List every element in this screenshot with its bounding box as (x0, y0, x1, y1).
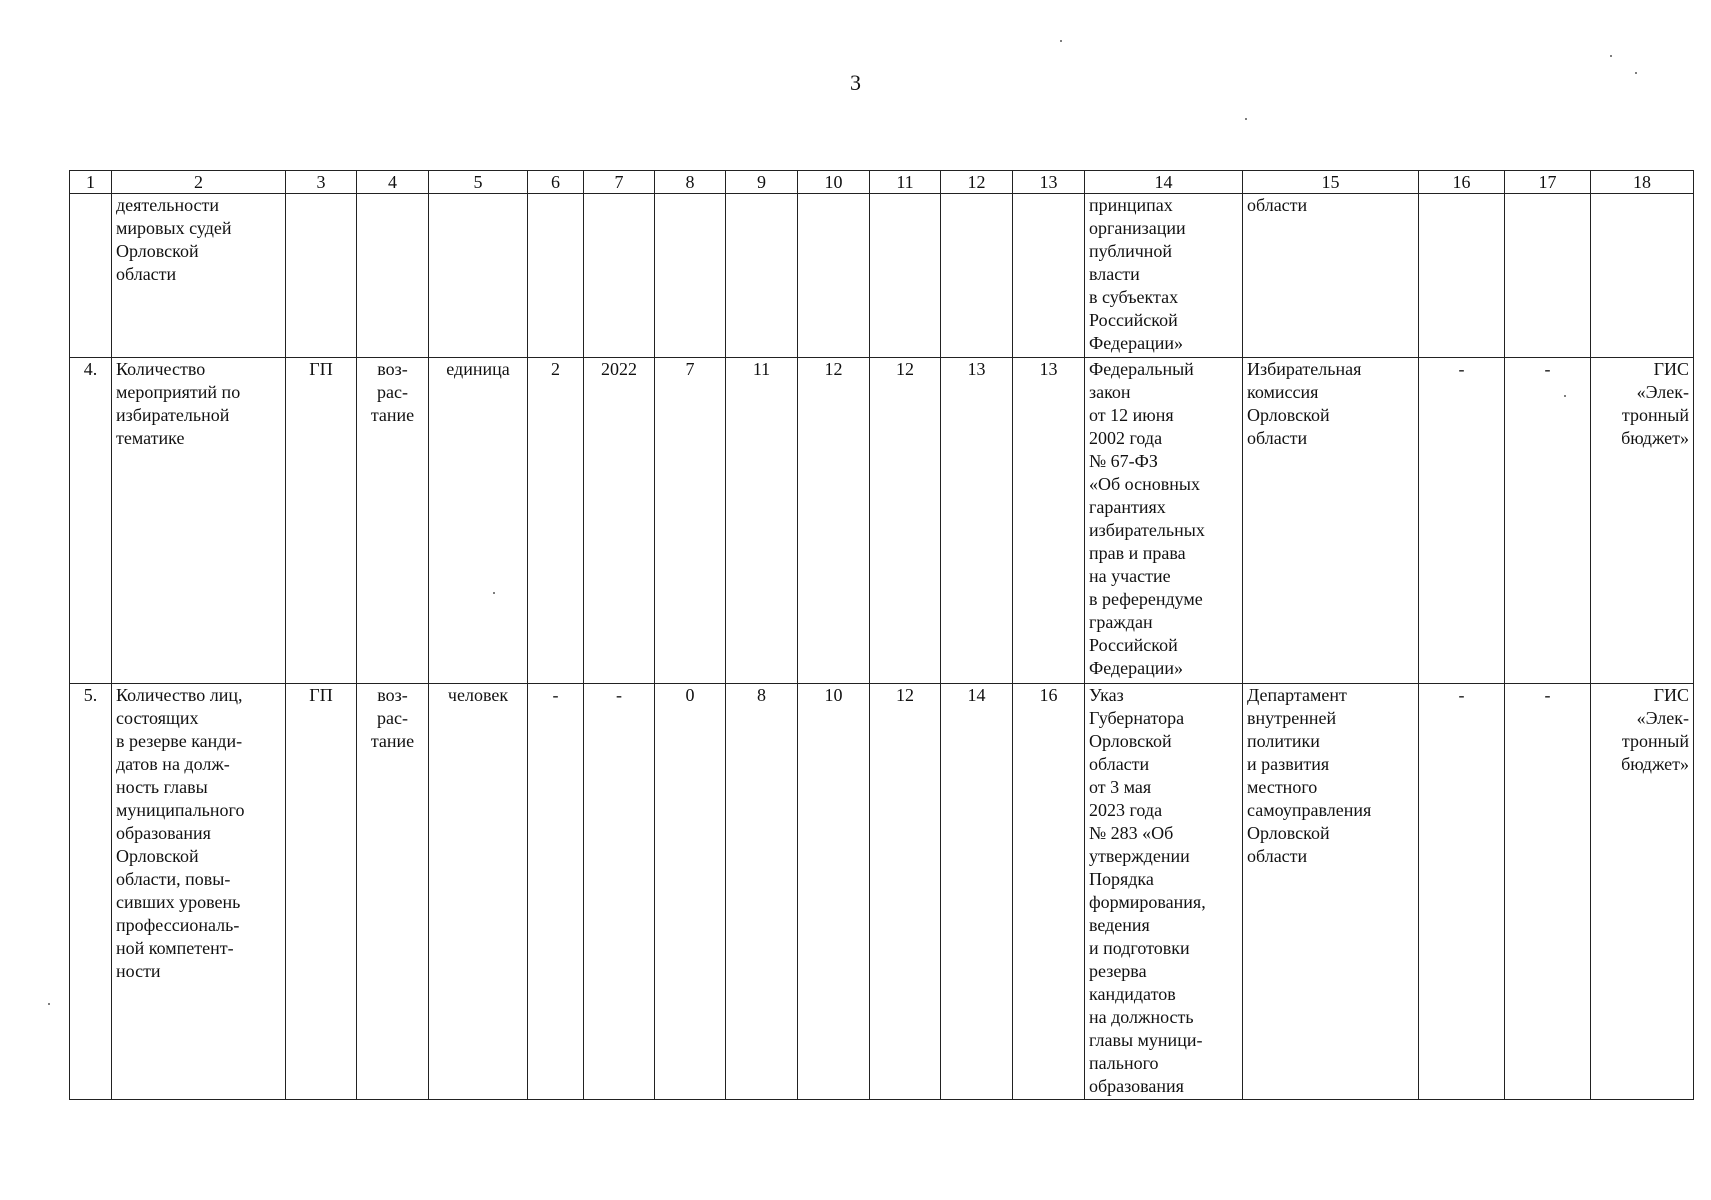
scan-speck (1564, 395, 1566, 397)
responsible-cell: области (1243, 194, 1419, 358)
table-row (70, 194, 1694, 358)
level-cell: ГП (286, 684, 357, 1100)
value-cell (1013, 194, 1085, 358)
scan-speck (1245, 118, 1247, 120)
header-row (70, 171, 1694, 194)
page-number: 3 (850, 70, 861, 95)
base-year-cell: 2022 (584, 358, 655, 684)
trend-cell (357, 194, 429, 358)
header-cell: 10 (798, 171, 870, 194)
trend-cell: воз- рас- тание (357, 684, 429, 1100)
link-cell (1505, 194, 1591, 358)
scan-speck (493, 592, 495, 594)
link-cell: - (1505, 684, 1591, 1100)
value-cell: 7 (655, 358, 726, 684)
value-cell: 13 (1013, 358, 1085, 684)
value-cell: 11 (726, 358, 798, 684)
indicator-name: деятельности мировых судей Орловской области (112, 194, 286, 358)
header-cell: 5 (429, 171, 528, 194)
header-cell: 12 (941, 171, 1013, 194)
header-cell: 1 (70, 171, 112, 194)
table-row (70, 684, 1694, 1100)
value-cell: 12 (870, 358, 941, 684)
header-cell: 14 (1085, 171, 1243, 194)
value-cell: 8 (726, 684, 798, 1100)
scan-speck (48, 1003, 50, 1005)
unit-cell: единица (429, 358, 528, 684)
header-cell: 8 (655, 171, 726, 194)
base-year-cell: - (584, 684, 655, 1100)
link-cell (1419, 194, 1505, 358)
value-cell: 14 (941, 684, 1013, 1100)
base-value-cell: 2 (528, 358, 584, 684)
value-cell (655, 194, 726, 358)
base-value-cell (528, 194, 584, 358)
value-cell: 0 (655, 684, 726, 1100)
level-cell: ГП (286, 358, 357, 684)
value-cell: 16 (1013, 684, 1085, 1100)
row-number: 5. (70, 684, 112, 1100)
system-cell: ГИС «Элек- тронный бюджет» (1591, 684, 1694, 1100)
system-cell: ГИС «Элек- тронный бюджет» (1591, 358, 1694, 684)
value-cell: 10 (798, 684, 870, 1100)
scan-speck (1060, 40, 1062, 42)
table-row (70, 358, 1694, 684)
value-cell (726, 194, 798, 358)
value-cell: 12 (870, 684, 941, 1100)
value-cell (870, 194, 941, 358)
header-cell: 6 (528, 171, 584, 194)
base-year-cell (584, 194, 655, 358)
trend-cell: воз- рас- тание (357, 358, 429, 684)
responsible-cell: Департамент внутренней политики и развития местного самоуправления Орловской области (1243, 684, 1419, 1100)
level-cell (286, 194, 357, 358)
indicator-name: Количество лиц, состоящих в резерве канди- датов на долж- ность главы муниципального образования Орловской области, повы- сивших уровень профессиональ- ной компетент- ности (112, 684, 286, 1100)
value-cell: 13 (941, 358, 1013, 684)
base-value-cell: - (528, 684, 584, 1100)
unit-cell (429, 194, 528, 358)
document-cell: Указ Губернатора Орловской области от 3 мая 2023 года № 283 «Об утверждении Порядка формирования, ведения и подготовки резерва кандидатов на должность главы муници- пального образования (1085, 684, 1243, 1100)
header-cell: 4 (357, 171, 429, 194)
header-cell: 3 (286, 171, 357, 194)
value-cell (798, 194, 870, 358)
link-cell: - (1419, 684, 1505, 1100)
row-number: 4. (70, 358, 112, 684)
header-cell: 9 (726, 171, 798, 194)
link-cell: - (1505, 358, 1591, 684)
scan-speck (1610, 55, 1612, 57)
indicator-name: Количество мероприятий по избирательной тематике (112, 358, 286, 684)
header-cell: 18 (1591, 171, 1694, 194)
header-cell: 16 (1419, 171, 1505, 194)
header-cell: 15 (1243, 171, 1419, 194)
header-cell: 11 (870, 171, 941, 194)
value-cell (941, 194, 1013, 358)
header-cell: 2 (112, 171, 286, 194)
link-cell: - (1419, 358, 1505, 684)
header-cell: 7 (584, 171, 655, 194)
header-cell: 13 (1013, 171, 1085, 194)
value-cell: 12 (798, 358, 870, 684)
responsible-cell: Избирательная комиссия Орловской области (1243, 358, 1419, 684)
scan-speck (1635, 72, 1637, 74)
indicators-table (69, 170, 1694, 1100)
system-cell (1591, 194, 1694, 358)
header-cell: 17 (1505, 171, 1591, 194)
document-cell: принципах организации публичной власти в субъектах Российской Федерации» (1085, 194, 1243, 358)
unit-cell: человек (429, 684, 528, 1100)
row-number (70, 194, 112, 358)
document-cell: Федеральный закон от 12 июня 2002 года № 67-ФЗ «Об основных гарантиях избирательных прав и права на участие в референдуме граждан Российской Федерации» (1085, 358, 1243, 684)
